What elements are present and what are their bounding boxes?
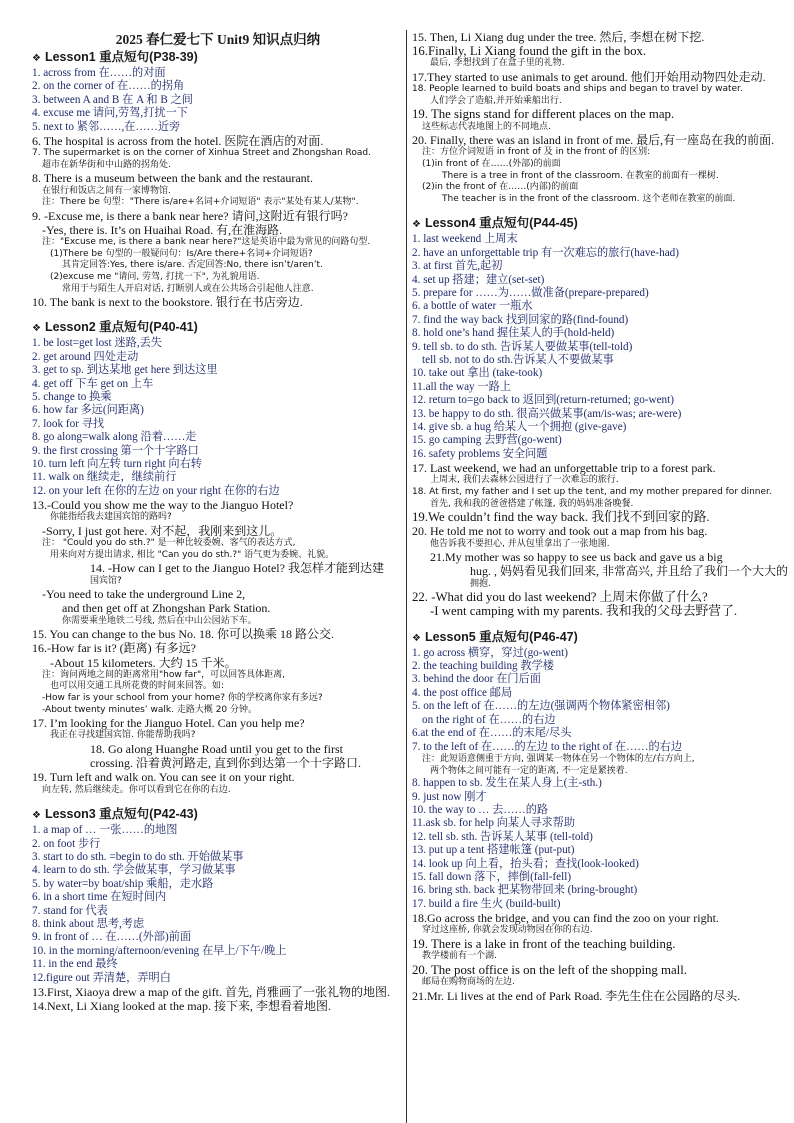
- sentence-item: and then get off at Zhongshan Park Station.: [62, 601, 271, 616]
- phrase-item: 6.at the end of 在……的末尾/尽头: [412, 727, 572, 740]
- phrase-item: 2. on foot 步行: [32, 837, 101, 850]
- lesson-heading-text: Lesson1 重点短句(P38-39): [44, 50, 198, 64]
- sentence-item: 14.Next, Li Xiang looked at the map. 接下来, 李想看着地图.: [32, 999, 331, 1014]
- phrase-item: 1. be lost=get lost 迷路,丢失: [32, 337, 162, 350]
- note-item: The teacher is in the front of the classroom. 这个老师在教室的前面.: [442, 193, 736, 204]
- phrase-item: 2. get around 四处走动: [32, 350, 139, 363]
- sentence-item: 13.-Could you show me the way to the Jianguo Hotel?: [32, 498, 294, 513]
- phrase-item: 11.ask sb. for help 向某人寻求帮助: [412, 817, 576, 830]
- phrase-item: 2. have an unforgettable trip 有一次难忘的旅行(have-had): [412, 246, 679, 259]
- note-item: -How far is your school from your home? 你的学校离你家有多远?: [42, 693, 323, 704]
- phrase-item: 4. excuse me 请问,劳驾,打扰一下: [32, 107, 188, 120]
- phrase-item: 8. happen to sb. 发生在某人身上(主-sth.): [412, 777, 602, 790]
- phrase-item: 4. get off 下车 get on 上车: [32, 377, 154, 390]
- note-item: 常用于与陌生人开启对话, 打断别人或在公共场合引起他人注意.: [62, 283, 314, 294]
- lesson-heading-text: Lesson3 重点短句(P42-43): [44, 807, 198, 822]
- note-item: 超市在新华街和中山路的拐角处.: [42, 159, 171, 170]
- note-item: (1)in front of 在……(外部)的前面: [422, 158, 561, 169]
- note-item: 他告诉我不要担心, 并从包里拿出了一张地图.: [430, 538, 610, 549]
- phrase-item: 11. in the end 最终: [32, 958, 118, 971]
- note-item: 我正在寻找建国宾馆. 你能帮助我吗?: [50, 730, 196, 741]
- note-item: 首先, 我和我的爸爸搭建了帐篷, 我的妈妈准备晚餐.: [430, 498, 634, 509]
- sentence-item: 22. -What did you do last weekend? 上周末你做了什么?: [412, 590, 708, 605]
- sentence-item: 19. Turn left and walk on. You can see it on your right.: [32, 770, 295, 785]
- left-content: [32, 49, 404, 1014]
- note-item: 这些标志代表地图上的不同地点.: [422, 121, 551, 132]
- note-item: 18. People learned to build boats and ships and began to travel by water.: [412, 84, 743, 95]
- note-item: 注：There be 句型："There is/are+名词+介词短语" 表示"某处有某人/某物".: [42, 197, 359, 208]
- phrase-item: 15. go camping 去野营(go-went): [412, 434, 562, 447]
- note-item: 注：此短语意侧重于方向, 强调某一物体在另一个物体的左/右方向上,: [422, 753, 695, 764]
- column-divider: [406, 30, 407, 1123]
- phrase-item: 10. turn left 向左转 turn right 向右转: [32, 458, 202, 471]
- note-item: (2)in the front of 在……(内部)的前面: [422, 182, 579, 193]
- phrase-item: 5. on the left of 在……的左边(强调两个物体紧密相邻): [412, 700, 670, 713]
- note-item: 国宾馆?: [90, 575, 122, 586]
- right-content: [412, 30, 789, 1003]
- sentence-item: 20. He told me not to worry and took out a map from his bag.: [412, 524, 708, 539]
- phrase-item: 5. next to 紧邻……,在……近旁: [32, 120, 181, 133]
- note-item: 注：方位介词短语 in front of 及 in the front of 的区别:: [422, 147, 651, 158]
- phrase-item: 12.figure out 弄清楚，弄明白: [32, 971, 171, 984]
- phrase-item: 5. by water=by boat/ship 乘船，走水路: [32, 877, 214, 890]
- phrase-item: 9. the first crossing 第一个十字路口: [32, 444, 199, 457]
- sentence-item: -Yes, there is. It’s on Huaihai Road. 有,在淮海路.: [42, 223, 283, 238]
- phrase-item: 4. learn to do sth. 学会做某事，学习做某事: [32, 864, 236, 877]
- phrase-item: 1. last weekend 上周末: [412, 233, 518, 246]
- sentence-item: 6. The hospital is across from the hotel. 医院在酒店的对面.: [32, 134, 324, 149]
- sentence-item: 19. There is a lake in front of the teaching building.: [412, 936, 676, 951]
- phrase-item: 3. start to do sth. =begin to do sth. 开始做某事: [32, 851, 244, 864]
- phrase-item: 8. think about 思考,考虑: [32, 918, 145, 931]
- phrase-item: 5. prepare for ……为……做准备(prepare-prepared): [412, 286, 649, 299]
- note-item: 穿过这座桥, 你就会发现动物园在你的右边.: [422, 925, 593, 936]
- note-item: 也可以用交通工具所花费的时间来回答。如:: [50, 681, 225, 692]
- diamond-bullet-icon: ❖: [412, 632, 421, 644]
- phrase-item: 13. be happy to do sth. 很高兴做某事(am/is-was; are-were): [412, 407, 682, 420]
- phrase-item: 16. safety problems 安全问题: [412, 447, 548, 460]
- sentence-item: 9. -Excuse me, is there a bank near here? 请问,这附近有银行吗?: [32, 208, 348, 223]
- phrase-item: 7. find the way back 找到回家的路(find-found): [412, 313, 629, 326]
- phrase-item: 8. go along=walk along 沿着……走: [32, 431, 197, 444]
- phrase-item: 7. look for 寻找: [32, 417, 105, 430]
- phrase-item: 11.all the way 一路上: [412, 380, 512, 393]
- sentence-item: 16.Finally, Li Xiang found the gift in the box.: [412, 44, 647, 59]
- note-item: 18. At first, my father and I set up the tent, and my mother prepared for dinner.: [412, 487, 772, 498]
- sentence-item: 21.My mother was so happy to see us back and gave us a big: [430, 550, 723, 565]
- phrase-item: 6. in a short time 在短时间内: [32, 891, 167, 904]
- note-item: 你能指给我去建国宾馆的路吗?: [50, 512, 172, 523]
- sentence-item: 18. Go along Huanghe Road until you get to the first: [90, 742, 343, 757]
- phrase-item: 7. stand for 代表: [32, 904, 108, 917]
- phrase-item: 10. the way to … 去……的路: [412, 803, 549, 816]
- phrase-item: 9. just now 刚才: [412, 790, 487, 803]
- sentence-item: -About 15 kilometers. 大约 15 千米。: [50, 655, 237, 670]
- phrase-item: 11. walk on 继续走，继续前行: [32, 471, 177, 484]
- lesson-heading: [32, 319, 404, 337]
- sentence-item: -You need to take the underground Line 2,: [42, 587, 246, 602]
- phrase-item: 6. how far 多远(问距离): [32, 404, 144, 417]
- diamond-bullet-icon: ❖: [32, 323, 41, 335]
- diamond-bullet-icon: ❖: [32, 53, 41, 64]
- sentence-item: 19. The signs stand for different places on the map.: [412, 107, 675, 122]
- left-column: [32, 30, 404, 1014]
- note-item: 7. The supermarket is on the corner of Xinhua Street and Zhongshan Road.: [32, 148, 371, 159]
- note-item: 邮局在购物商场的左边.: [422, 976, 515, 987]
- phrase-item: 17. build a fire 生火 (build-built): [412, 897, 561, 910]
- sentence-item: 16.-How far is it? (距离) 有多远?: [32, 641, 196, 656]
- phrase-item: 9. tell sb. to do sth. 告诉某人要做某事(tell-told): [412, 340, 633, 353]
- phrase-item: 7. to the left of 在……的左边 to the right of 在……的右边: [412, 740, 683, 753]
- phrase-item: 12. on your left 在你的左边 on your right 在你的右边: [32, 484, 280, 497]
- phrase-item: 4. set up 搭建；建立(set-set): [412, 273, 545, 286]
- sentence-item: 13.First, Xiaoya drew a map of the gift. 首先, 肖雅画了一张礼物的地图.: [32, 985, 390, 1000]
- phrase-item: 14. look up 向上看，抬头看；查找(look-looked): [412, 857, 639, 870]
- page-title: 2025 春仁爱七下 Unit9 知识点归纳: [115, 32, 321, 47]
- phrase-item: 6. a bottle of water 一瓶水: [412, 300, 533, 313]
- lesson-heading: [412, 215, 782, 233]
- phrase-item: 3. at first 首先,起初: [412, 260, 503, 273]
- lesson-heading-text: Lesson5 重点短句(P46-47): [424, 629, 578, 644]
- phrase-item: 2. on the corner of 在……的拐角: [32, 80, 185, 93]
- sentence-item: 21.Mr. Li lives at the end of Park Road. 李先生住在公园路的尽头.: [412, 988, 741, 1003]
- phrase-item: 12. return to=go back to 返回到(return-returned; go-went): [412, 394, 674, 407]
- lesson-heading: [412, 629, 782, 647]
- sentence-item: 18.Go across the bridge, and you can find the zoo on your right.: [412, 911, 719, 926]
- phrase-item: 8. hold one’s hand 握住某人的手(hold-held): [412, 327, 615, 340]
- sentence-item: 17.They started to use animals to get around. 他们开始用动物四处走动.: [412, 70, 766, 84]
- phrase-item: 3. between A and B 在 A 和 B 之间: [32, 93, 193, 106]
- note-item: 两个物体之间可能有一定的距离, 不一定是紧挨着.: [430, 765, 628, 776]
- sentence-item: 20. The post office is on the left of the shopping mall.: [412, 962, 687, 977]
- phrase-item: 10. in the morning/afternoon/evening 在早上/下午/晚上: [32, 944, 287, 957]
- sentence-item: 15. You can change to the bus No. 18. 你可以换乘 18 路公交.: [32, 627, 334, 642]
- phrase-item: 9. in front of … 在……(外部)前面: [32, 931, 192, 944]
- lesson-heading: [32, 49, 404, 67]
- lesson-heading-text: Lesson2 重点短句(P40-41): [44, 320, 198, 335]
- sentence-item: hug. , 妈妈看见我们回来, 非常高兴, 并且给了我们一个大大的: [470, 564, 789, 579]
- phrase-item: 4. the post office 邮局: [412, 686, 513, 699]
- lesson-heading: [32, 806, 404, 824]
- phrase-item: tell sb. not to do sth.告诉某人不要做某事: [422, 354, 614, 367]
- sentence-item: -Sorry, I just got here. 对不起，我刚来到这儿。: [42, 524, 283, 539]
- phrase-item: 2. the teaching building 教学楼: [412, 660, 554, 673]
- sentence-item: 19.We couldn’t find the way back. 我们找不到回家的路.: [412, 510, 710, 525]
- note-item: 用来向对方提出请求, 相比 "Can you do sth.?" 语气更为委婉、礼貌。: [50, 549, 335, 560]
- lesson-heading-text: Lesson4 重点短句(P44-45): [424, 216, 578, 231]
- sentence-item: -I went camping with my parents. 我和我的父母去野营了.: [430, 604, 738, 619]
- phrase-item: 14. give sb. a hug 给某人一个拥抱 (give-gave): [412, 421, 627, 434]
- note-item: 最后, 李想找到了在盒子里的礼物.: [430, 58, 565, 69]
- note-item: 拥抱.: [470, 578, 491, 589]
- note-item: There is a tree in front of the classroom. 在教室的前面有一棵树.: [442, 170, 719, 181]
- note-item: 上周末, 我们去森林公园进行了一次难忘的旅行.: [430, 475, 619, 486]
- note-item: (2)excuse me "请问, 劳驾, 打扰一下", 为礼貌用语.: [50, 272, 260, 282]
- phrase-item: 1. across from 在……的对面: [32, 67, 166, 79]
- note-item: 教学楼前有一个湖.: [422, 951, 497, 962]
- sentence-item: 8. There is a museum between the bank and the restaurant.: [32, 171, 314, 186]
- sentence-item: 14. -How can I get to the Jianguo Hotel? 我怎样才能到达建: [90, 561, 384, 576]
- phrase-item: 5. change to 换乘: [32, 391, 112, 404]
- sentence-item: 15. Then, Li Xiang dug under the tree. 然后, 李想在树下挖.: [412, 30, 705, 44]
- note-item: (1)There be 句型的一般疑问句：Is/Are there+名词+介词短语?: [50, 248, 313, 259]
- phrase-item: 15. fall down 落下，摔倒(fall-fell): [412, 870, 572, 883]
- phrase-item: 12. tell sb. sth. 告诉某人某事 (tell-told): [412, 830, 593, 843]
- sentence-item: 10. The bank is next to the bookstore. 银行在书店旁边.: [32, 295, 303, 310]
- sentence-item: 17. I’m looking for the Jianguo Hotel. Can you help me?: [32, 716, 305, 731]
- note-item: 向左转, 然后继续走。你可以看到它在你的右边.: [42, 784, 231, 795]
- note-item: 在银行和饭店之间有一家博物馆.: [42, 185, 171, 196]
- phrase-item: 16. bring sth. back 把某物带回来 (bring-brought): [412, 884, 638, 897]
- sentence-item: crossing. 沿着黄河路走, 直到你到达第一个十字路口.: [90, 756, 361, 771]
- note-item: 注："Excuse me, is there a bank near here?"这是英语中最为常见的问路句型.: [42, 237, 371, 248]
- right-column: [412, 30, 789, 1003]
- diamond-bullet-icon: ❖: [32, 810, 41, 822]
- note-item: 你需要乘坐地铁二号线, 然后在中山公园站下车。: [62, 615, 257, 626]
- phrase-item: 3. get to sp. 到达某地 get here 到达这里: [32, 364, 218, 377]
- note-item: -About twenty minutes’ walk. 走路大概 20 分钟。: [42, 704, 258, 715]
- phrase-item: 13. put up a tent 搭建帐篷 (put-put): [412, 844, 575, 857]
- sentence-item: 17. Last weekend, we had an unforgettable trip to a forest park.: [412, 461, 716, 476]
- phrase-item: 1. go across 横穿，穿过(go-went): [412, 646, 568, 659]
- diamond-bullet-icon: ❖: [412, 219, 421, 231]
- sentence-item: 20. Finally, there was an island in front of me. 最后,有一座岛在我的前面.: [412, 133, 775, 148]
- phrase-item: 1. a map of … 一张……的地图: [32, 824, 178, 837]
- note-item: 注： "Could you do sth.?" 是一种比较委婉、客气的表达方式,: [42, 538, 296, 549]
- phrase-item: 3. behind the door 在门后面: [412, 673, 541, 686]
- note-item: 其肯定回答:Yes, there is/are. 否定回答:No, there isn’t/aren’t.: [62, 260, 323, 271]
- phrase-item: on the right of 在……的右边: [422, 713, 556, 726]
- note-item: 人们学会了造船,并开始乘船出行.: [430, 95, 562, 106]
- note-item: 注：询问两地之间的距离常用"how far"，可以回答具体距离,: [42, 669, 285, 680]
- phrase-item: 10. take out 拿出 (take-took): [412, 367, 543, 380]
